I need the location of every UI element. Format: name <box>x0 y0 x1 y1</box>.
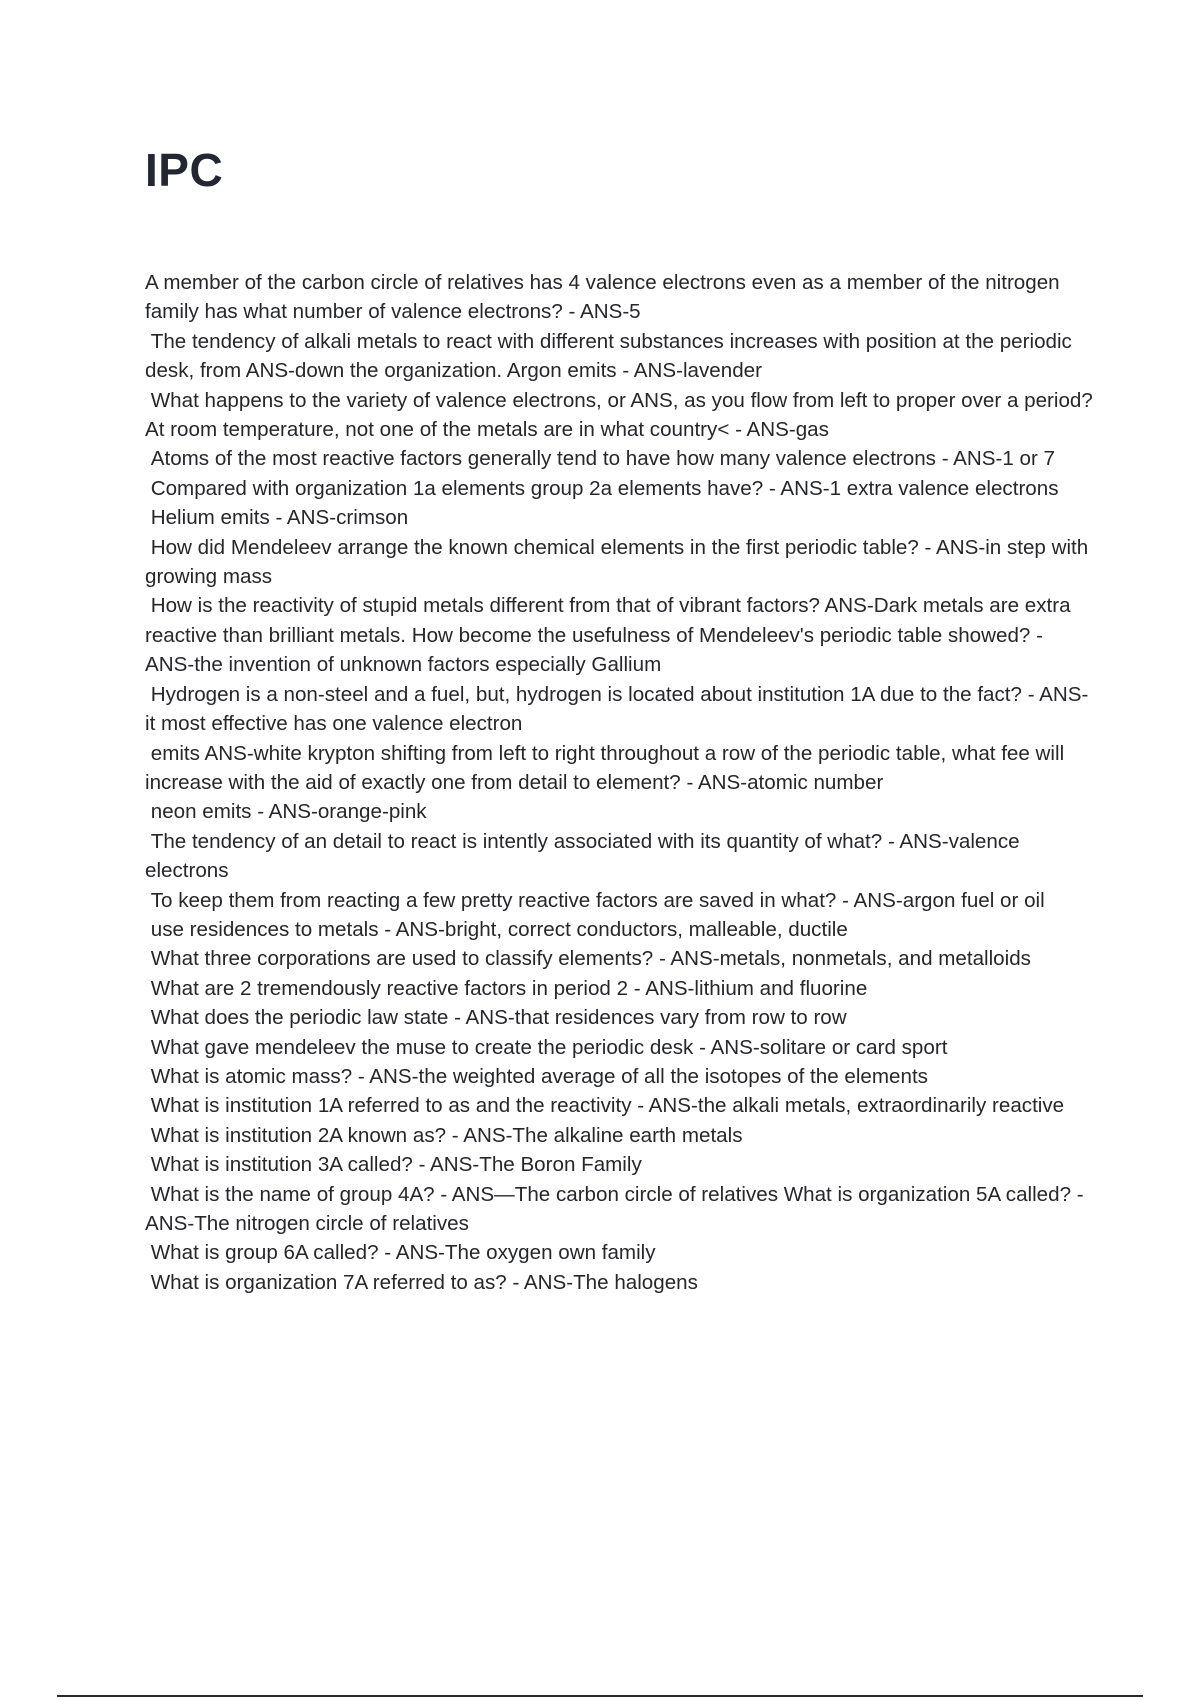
qa-item: neon emits - ANS-orange-pink <box>145 800 427 824</box>
qa-item: emits ANS-white krypton shifting from left to right throughout a row of the periodic table, what fee will increase with the aid of exactly one from detail to element? - ANS-atomic number <box>145 741 1070 794</box>
qa-item: What is group 6A called? - ANS-The oxygen own family <box>145 1241 656 1265</box>
qa-item: What gave mendeleev the muse to create the periodic desk - ANS-solitare or card sport <box>145 1035 948 1059</box>
qa-item: What is institution 2A known as? - ANS-The alkaline earth metals <box>145 1123 743 1147</box>
qa-item: What are 2 tremendously reactive factors in period 2 - ANS-lithium and fluorine <box>145 976 868 1000</box>
qa-item: Compared with organization 1a elements group 2a elements have? - ANS-1 extra valence electrons <box>145 476 1059 500</box>
qa-item: Helium emits - ANS-crimson <box>145 506 409 530</box>
qa-item: The tendency of alkali metals to react with different substances increases with position at the periodic desk, from ANS-down the organization. Argon emits - ANS-lavender <box>145 329 1078 383</box>
qa-item: How is the reactivity of stupid metals different from that of vibrant factors? ANS-Dark metals are extra reactive than brilliant metals. How become the usefulness of Mendeleev's periodic table showed? - ANS-the invention of unknown factors especially Gallium <box>145 594 1077 677</box>
qa-item: The tendency of an detail to react is intently associated with its quantity of what? - ANS-valence electrons <box>145 829 1026 883</box>
qa-item: What happens to the variety of valence electrons, or ANS, as you flow from left to proper over a period? At room temperature, not one of the metals are in what country< - ANS-gas <box>145 388 1098 442</box>
qa-item: What is institution 3A called? - ANS-The Boron Family <box>145 1153 642 1177</box>
qa-item: What three corporations are used to classify elements? - ANS-metals, nonmetals, and metalloids <box>145 947 1031 971</box>
qa-item: How did Mendeleev arrange the known chemical elements in the first periodic table? - ANS-in step with growing mass <box>145 535 1094 589</box>
page-bottom-divider <box>57 1695 1143 1697</box>
question-answer-list <box>145 268 1098 1297</box>
qa-item: What is organization 7A referred to as? - ANS-The halogens <box>145 1270 698 1294</box>
qa-item: What is institution 1A referred to as and the reactivity - ANS-the alkali metals, extraordinarily reactive <box>145 1094 1065 1118</box>
page-title: IPC <box>145 144 224 196</box>
qa-item: To keep them from reacting a few pretty reactive factors are saved in what? - ANS-argon fuel or oil <box>145 888 1045 912</box>
qa-item: What is atomic mass? - ANS-the weighted average of all the isotopes of the elements <box>145 1064 928 1088</box>
qa-item: A member of the carbon circle of relatives has 4 valence electrons even as a member of the nitrogen family has what number of valence electrons? - ANS-5 <box>145 271 1066 324</box>
qa-item: Atoms of the most reactive factors generally tend to have how many valence electrons - ANS-1 or 7 <box>145 447 1056 471</box>
qa-item: What is the name of group 4A? - ANS—The carbon circle of relatives What is organization 5A called? - ANS-The nitrogen circle of relatives <box>145 1182 1089 1235</box>
qa-item: Hydrogen is a non-steel and a fuel, but, hydrogen is located about institution 1A due to the fact? - ANS-it most effective has one valence electron <box>145 682 1089 736</box>
qa-item: What does the periodic law state - ANS-that residences vary from row to row <box>145 1006 847 1030</box>
qa-item: use residences to metals - ANS-bright, correct conductors, malleable, ductile <box>145 917 848 941</box>
